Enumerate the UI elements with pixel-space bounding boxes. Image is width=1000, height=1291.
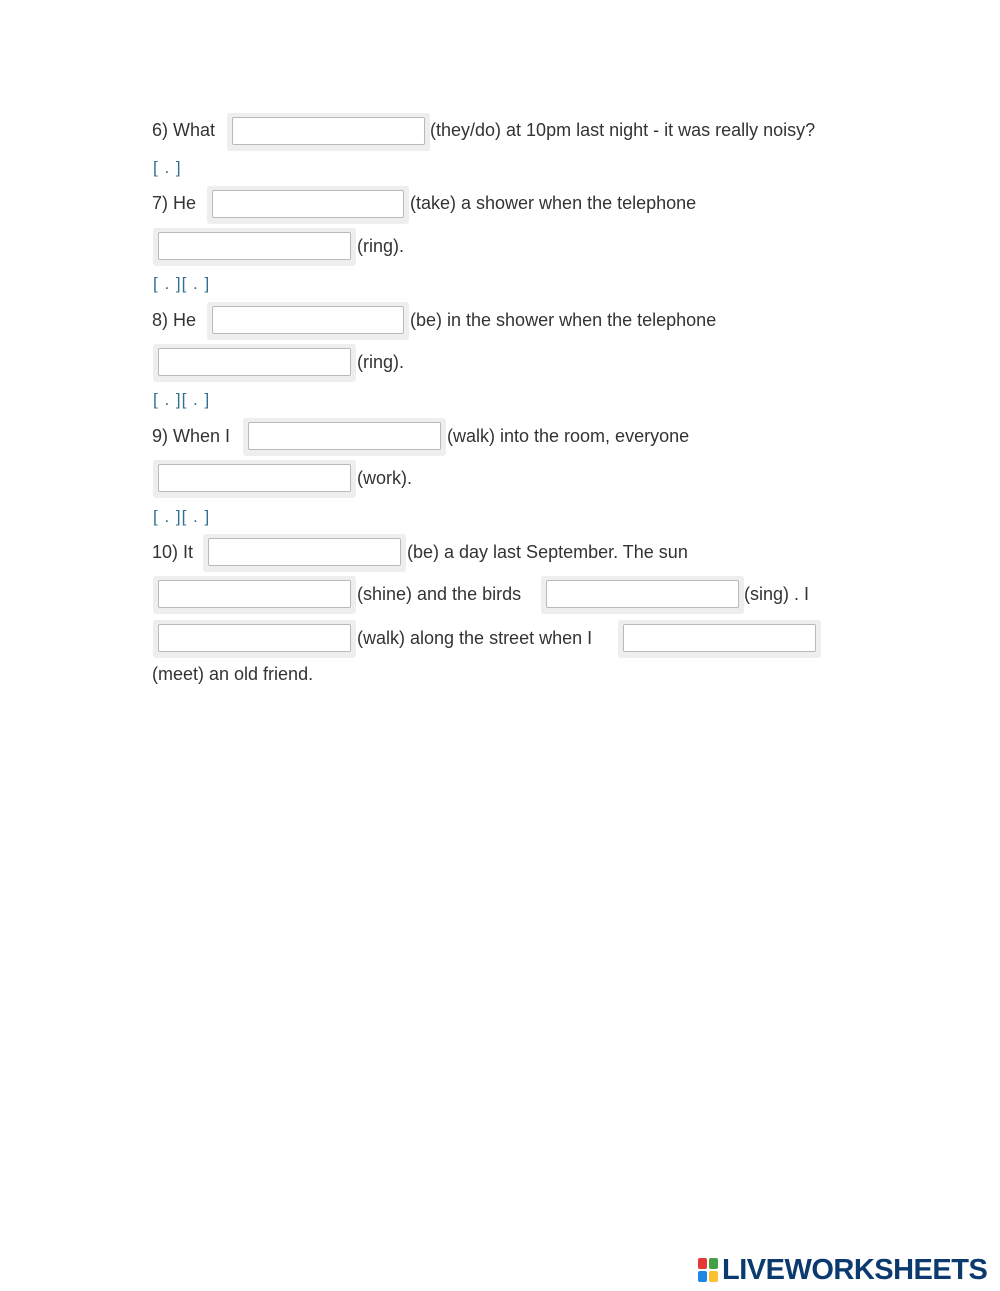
- q10-text-5: (meet) an old friend.: [152, 664, 314, 684]
- q8-text-1: (be) in the shower when the telephone: [410, 310, 717, 330]
- q8-text-2: (ring).: [357, 352, 405, 372]
- q8-blank-1-box: [207, 302, 409, 340]
- logo-tile-yellow: [709, 1271, 718, 1282]
- q8-blank-2-input[interactable]: [158, 348, 351, 376]
- q10-blank-1-input[interactable]: [208, 538, 401, 566]
- q8-prefix: 8) He: [152, 310, 197, 330]
- q7-prefix: 7) He: [152, 193, 197, 213]
- q10-text-4: (walk) along the street when I: [357, 628, 593, 648]
- q10-blank-5-input[interactable]: [623, 624, 816, 652]
- q7-blank-1-box: [207, 186, 409, 224]
- q9-blank-2-box: [153, 460, 356, 498]
- q6-prefix: 6) What: [152, 120, 216, 140]
- q9-blank-2-input[interactable]: [158, 464, 351, 492]
- q10-blank-2-box: [153, 576, 356, 614]
- q10-blank-5-box: [618, 620, 821, 658]
- q6-blank-1-input[interactable]: [232, 117, 425, 145]
- q10-blank-1-box: [203, 534, 406, 572]
- q7-text-2: (ring).: [357, 236, 405, 256]
- logo-text: LIVEWORKSHEETS: [722, 1253, 988, 1286]
- q9-blank-1-input[interactable]: [248, 422, 441, 450]
- q9-text-2: (work).: [357, 468, 412, 488]
- q10-blank-3-box: [541, 576, 744, 614]
- q9-blank-1-box: [243, 418, 446, 456]
- q9-feedback: [ . ][ . ]: [153, 507, 211, 526]
- q9-prefix: 9) When I: [152, 426, 231, 446]
- q7-feedback: [ . ][ . ]: [153, 274, 211, 293]
- q10-blank-4-box: [153, 620, 356, 658]
- q8-blank-2-box: [153, 344, 356, 382]
- q6-text-1: (they/do) at 10pm last night - it was really noisy?: [430, 120, 816, 140]
- liveworksheets-logo-icon: [697, 1257, 719, 1283]
- q10-text-1: (be) a day last September. The sun: [407, 542, 688, 562]
- q8-blank-1-input[interactable]: [212, 306, 404, 334]
- liveworksheets-logo[interactable]: [697, 1254, 987, 1286]
- q6-blank-1-box: [227, 113, 430, 151]
- q8-feedback: [ . ][ . ]: [153, 390, 211, 409]
- q10-blank-3-input[interactable]: [546, 580, 739, 608]
- q9-text-1: (walk) into the room, everyone: [447, 426, 690, 446]
- q7-text-1: (take) a shower when the telephone: [410, 193, 697, 213]
- q6-feedback: [ . ]: [153, 158, 182, 177]
- q10-blank-2-input[interactable]: [158, 580, 351, 608]
- logo-tile-red: [698, 1258, 707, 1269]
- q7-blank-1-input[interactable]: [212, 190, 404, 218]
- q10-prefix: 10) It: [152, 542, 194, 562]
- logo-tile-blue: [698, 1271, 707, 1282]
- q10-text-3: (sing) . I: [744, 584, 810, 604]
- q7-blank-2-input[interactable]: [158, 232, 351, 260]
- q7-blank-2-box: [153, 228, 356, 266]
- q10-blank-4-input[interactable]: [158, 624, 351, 652]
- logo-tile-green: [709, 1258, 718, 1269]
- q10-text-2: (shine) and the birds: [357, 584, 522, 604]
